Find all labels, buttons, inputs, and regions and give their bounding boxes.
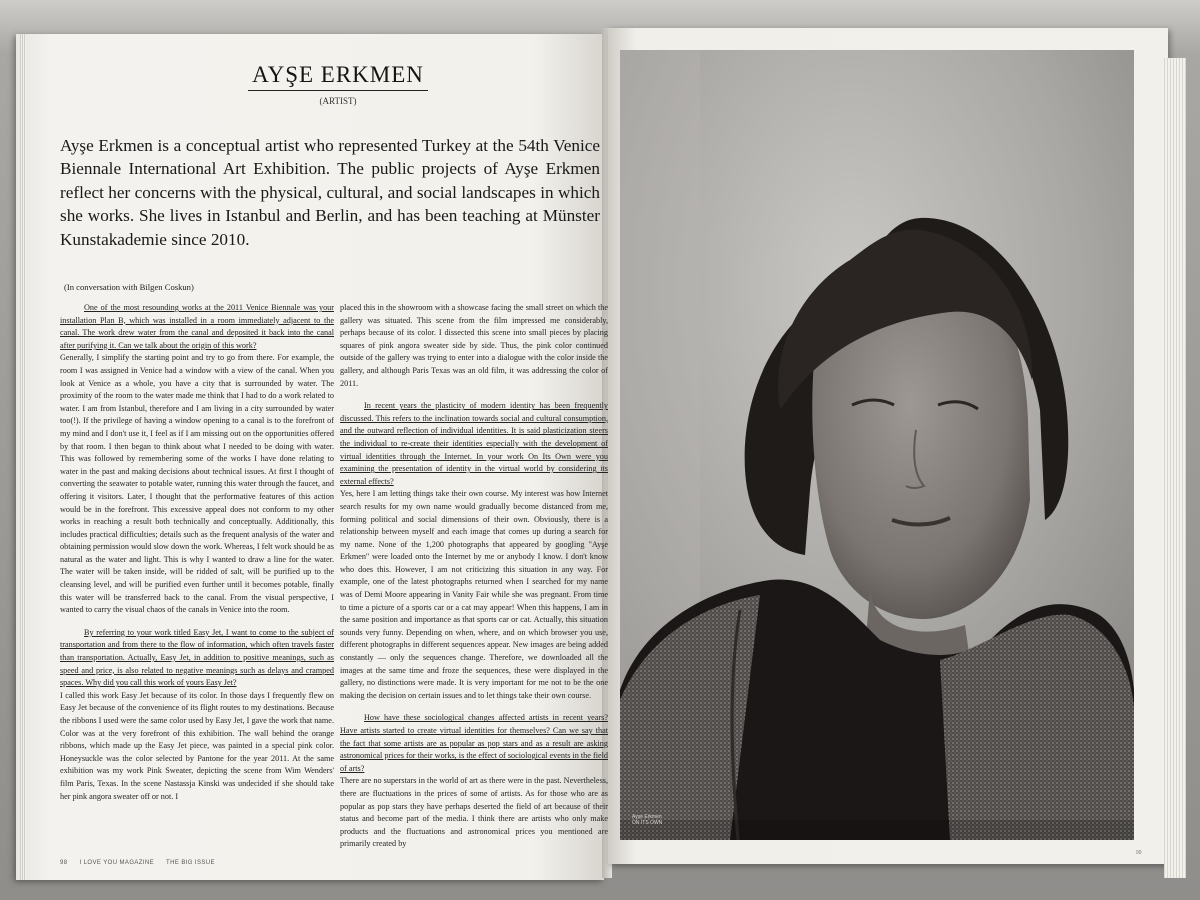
intro-paragraph: Ayşe Erkmen is a conceptual artist who represented Turkey at the 54th Venice Biennale International Art Exhibition. The public projects of Ayşe Erkmen reflect her concerns with the physical, cultural, and social landscapes in which she works. She lives in Istanbul and Berlin, and has been teaching at Münster Kunstakademie since 2010. [60, 136, 600, 249]
conversation-credit: (In conversation with Bilgen Coskun) [64, 282, 194, 292]
photo-credit [632, 814, 752, 826]
issue-name: THE BIG ISSUE [166, 860, 215, 866]
portrait-illustration [620, 50, 1134, 840]
photo-credit-line: Ayşe Erkmen [632, 814, 662, 820]
photo-credit-line: ON ITS OWN [632, 820, 663, 826]
interview-question: By referring to your work titled Easy Jet, I want to come to the subject of transportation and from there to the flow of information, which often travels faster than transportation. Actually, Easy Jet, in addition to positive meanings, such as speed and price, is also related to negative meanings such as delays and cramped spaces. Why did you call this work of yours Easy Jet? [60, 627, 334, 688]
page-number-right: 99 [1136, 850, 1142, 856]
magazine-spread [16, 28, 1186, 878]
interview-answer: Generally, I simplify the starting point and try to go from there. For example, the room I was assigned in Venice had a window with a view of the canal. When you look at Venice as a whole, you have a city that is surrounded by water. The proximity of the room to the water made me think that I had to do a work related to water. I am from Istanbul, therefore and I am living in a city surrounded by water too(!). If the privilege of having a window opening to a canal is to the forefront of my mind and I don't use it, I feel as if I am missing out on the opportunities offered by that room. I then began to think about what I needed to be doing with water. This was followed by remembering some of the works I have done relating to water in the past and making decisions about technical issues. At first I thought of converting the seawater to potable water, running this water through the faucet, and offering it visitors. Later, I thought that the performative features of this action would be in the forefront. This excessive appeal does not conform to my other works in reaching a result both technically and conceptually. Additionally, this includes practical difficulties; details such as the frequent analysis of the water and obtaining permission would slow down the work. Whereas, I felt work should be as natural as the water and light. This is why I wanted to draw a line for the water. The water will be taken inside, will be ridded of salt, will be purified up to the cleansing level, and will be purified even further until it becomes potable, finally this water will be transferred back to the canal. From the visual perspective, I wanted to carry the visual chaos of the canals in Venice into the room. [60, 353, 334, 615]
text-column-left [60, 302, 334, 868]
page-footer [60, 860, 320, 866]
interview-question: How have these sociological changes affected artists in recent years? Have artists started to create virtual identities for themselves? Can we say that the fact that some artists are as popular as pop stars and as a result are asking astronomical prices for their works, is the effect of sociological events in the field of arts? [340, 713, 608, 773]
interview-answer: Yes, here I am letting things take their own course. My interest was how Internet search results for my own name would gradually become distanced from me, forming political and social dimensions of their own. Obviously, there is a relationship between myself and each image that comes up during a search for my name. None of the 1,200 photographs that appeared by googling "Ayşe Erkmen" were loaded onto the Internet by me or anybody I know. I don't know who does this. However, I am not criticizing this situation in any way. For example, one of the latest photographs returned when I searched for my name was of Demi Moore appearing in Vanity Fair while she was pregnant. From time to time a picture of a sports car or a cat may appear! When this happens, I am in the same position and importance as that sports car or cat. Actually, this situation sounds very funny. Depending on when, where, and on which browser you use, different photographs in different sequences appear. New images are being added constantly — only the sequences change. Therefore, we downloaded all the images at the same time and froze the sequences, these were displayed in the gallery, no distinctions were made. It is very important for me not to be the one making the decision on certain issues and to let things take their own course. [340, 489, 608, 700]
page-stack-edge [1164, 58, 1186, 878]
artist-role-label: (ARTIST) [319, 96, 357, 106]
interview-question: One of the most resounding works at the 2011 Venice Biennale was your installation Plan B, which was installed in a room immediately adjacent to the canal. The work drew water from the canal and deposited it back into the canal after purifying it. Can we talk about the origin of this work? [60, 303, 334, 350]
interview-answer: I called this work Easy Jet because of its color. In those days I frequently flew on Easy Jet because of the convenience of its flight routes to my destinations. Because the ribbons I used were the same color used by Easy Jet, I gave the work that name. Color was at the very forefront of this exhibition. The wall behind the orange ribbons, which made up the Easy Jet piece, was painted in a special pink color. Honeysuckle was the color selected by Pantone for the year 2011. At the same exhibition was my work Pink Sweater, depicting the scene from Wim Wenders' film Paris, Texas. In the scene Nastassja Kinski was undecided if she should take her pink angora sweater off or not. I [60, 690, 334, 801]
magazine-name: I LOVE YOU MAGAZINE [79, 860, 155, 866]
portrait-photo [620, 50, 1134, 840]
page-number-left: 98 [60, 860, 68, 866]
interview-answer: placed this in the showroom with a showcase facing the small street on which the gallery was situated. This scene from the film impressed me considerably, perhaps because of its color. I dissected this scene into small pieces by placing squares of pink angora sweater side by side. Thus, the pink color continued outside of the gallery was trying to enter into a dialogue with the color inside the gallery, and although Paris Texas was an old film, it was addressing the color of 2011. [340, 303, 608, 388]
artist-name-heading: AYŞE ERKMEN [248, 62, 428, 91]
interview-answer: There are no superstars in the world of art as there were in the past. Nevertheless, there are fluctuations in the prices of some of artists. As for those who are as popular as pop stars they have perhaps deserted the field of art because of their status and become part of the media. I think there are artists who only make products and the fluctuations and astronomical prices you mentioned are primarily created by [340, 776, 608, 849]
interview-question: In recent years the plasticity of modern identity has been frequently discussed. This refers to the inclination towards social and cultural consumption, and the outward reflection of individual identities. It is said plasticization steers the individual to re-create their identities especially with the development of virtual identities through the Internet. In your work On Its Own were you examining the presentation of identity in the virtual world by considering its external effects? [340, 401, 608, 486]
text-column-right [340, 302, 608, 868]
